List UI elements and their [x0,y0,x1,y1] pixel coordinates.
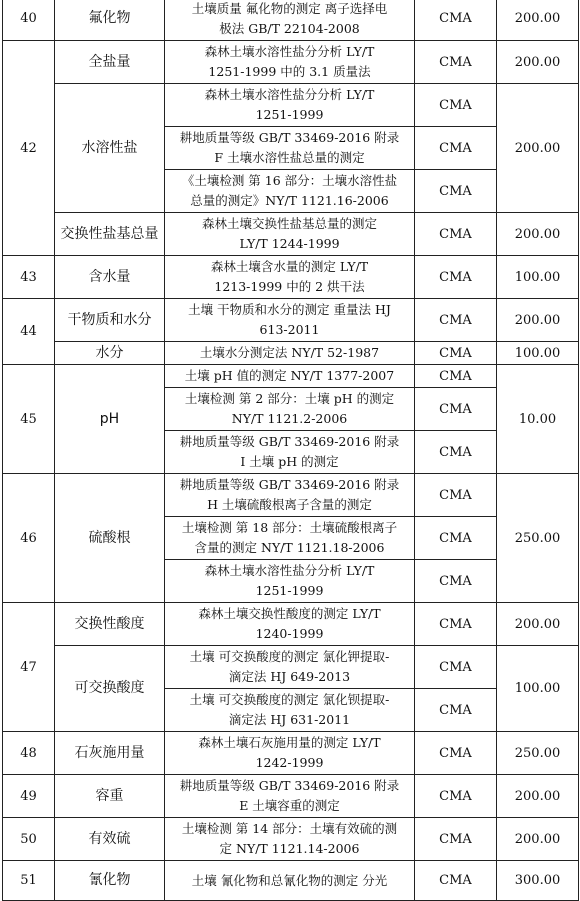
certification: CMA [415,775,497,818]
row-number: 42 [3,41,55,256]
certification: CMA [415,732,497,775]
certification: CMA [415,603,497,646]
test-item: 全盐量 [55,41,165,84]
test-item: 水溶性盐 [55,84,165,213]
certification: CMA [415,818,497,861]
certification: CMA [415,388,497,431]
certification: CMA [415,342,497,365]
price: 200.00 [497,41,579,84]
price: 200.00 [497,84,579,213]
test-standard: 森林土壤交换性酸度的测定 LY/T 1240-1999 [165,603,415,646]
row-number: 50 [3,818,55,861]
price-table [2,0,579,901]
test-standard: 森林土壤含水量的测定 LY/T 1213-1999 中的 2 烘干法 [165,256,415,299]
price: 200.00 [497,818,579,861]
price: 100.00 [497,256,579,299]
test-item: 含水量 [55,256,165,299]
price: 10.00 [497,365,579,474]
row-number: 49 [3,775,55,818]
certification: CMA [415,0,497,41]
test-item: 硫酸根 [55,474,165,603]
test-standard: 土壤质量 氟化物的测定 离子选择电 极法 GB/T 22104-2008 [165,0,415,41]
test-standard: 土壤检测 第 2 部分：土壤 pH 的测定 NY/T 1121.2-2006 [165,388,415,431]
test-standard: 土壤 氰化物和总氰化物的测定 分光 [165,861,415,901]
test-standard: 森林土壤水溶性盐分分析 LY/T 1251-1999 [165,560,415,603]
table-row [3,474,579,517]
row-number: 47 [3,603,55,732]
table-row [3,646,579,689]
price: 200.00 [497,299,579,342]
certification: CMA [415,170,497,213]
price: 100.00 [497,646,579,732]
table-row [3,41,579,84]
table-row [3,818,579,861]
test-item: 干物质和水分 [55,299,165,342]
test-item: 有效硫 [55,818,165,861]
certification: CMA [415,256,497,299]
test-standard: 耕地质量等级 GB/T 33469-2016 附录 F 土壤水溶性盐总量的测定 [165,127,415,170]
table-row [3,84,579,127]
price: 100.00 [497,342,579,365]
price: 250.00 [497,732,579,775]
row-number: 48 [3,732,55,775]
test-standard: 耕地质量等级 GB/T 33469-2016 附录 E 土壤容重的测定 [165,775,415,818]
row-number: 46 [3,474,55,603]
test-standard: 耕地质量等级 GB/T 33469-2016 附录 I 土壤 pH 的测定 [165,431,415,474]
test-item: 水分 [55,342,165,365]
table-row [3,0,579,41]
test-standard: 森林土壤水溶性盐分分析 LY/T 1251-1999 中的 3.1 质量法 [165,41,415,84]
test-item: 氟化物 [55,0,165,41]
test-standard: 土壤 干物质和水分的测定 重量法 HJ 613-2011 [165,299,415,342]
table-row [3,861,579,901]
certification: CMA [415,213,497,256]
table-row [3,256,579,299]
table-row [3,603,579,646]
table-row [3,365,579,388]
certification: CMA [415,560,497,603]
certification: CMA [415,127,497,170]
certification: CMA [415,365,497,388]
test-standard: 森林土壤水溶性盐分分析 LY/T 1251-1999 [165,84,415,127]
certification: CMA [415,517,497,560]
price: 300.00 [497,861,579,901]
test-item: 容重 [55,775,165,818]
test-item: pH [55,365,165,474]
test-item: 石灰施用量 [55,732,165,775]
certification: CMA [415,299,497,342]
test-standard: 森林土壤交换性盐基总量的测定 LY/T 1244-1999 [165,213,415,256]
table-row [3,342,579,365]
test-standard: 土壤 pH 值的测定 NY/T 1377-2007 [165,365,415,388]
price: 250.00 [497,474,579,603]
table-row [3,775,579,818]
row-number: 45 [3,365,55,474]
certification: CMA [415,84,497,127]
test-standard: 森林土壤石灰施用量的测定 LY/T 1242-1999 [165,732,415,775]
test-item: 交换性酸度 [55,603,165,646]
certification: CMA [415,474,497,517]
price: 200.00 [497,0,579,41]
row-number: 43 [3,256,55,299]
price: 200.00 [497,603,579,646]
test-standard: 《土壤检测 第 16 部分：土壤水溶性盐 总量的测定》NY/T 1121.16-2006 [165,170,415,213]
test-standard: 土壤 可交换酸度的测定 氯化钡提取- 滴定法 HJ 631-2011 [165,689,415,732]
table-row [3,213,579,256]
test-standard: 土壤水分测定法 NY/T 52-1987 [165,342,415,365]
test-item: 氰化物 [55,861,165,901]
certification: CMA [415,689,497,732]
row-number: 51 [3,861,55,901]
row-number: 40 [3,0,55,41]
certification: CMA [415,431,497,474]
test-item: 可交换酸度 [55,646,165,732]
test-standard: 土壤 可交换酸度的测定 氯化钾提取- 滴定法 HJ 649-2013 [165,646,415,689]
certification: CMA [415,41,497,84]
price: 200.00 [497,213,579,256]
table-row [3,299,579,342]
certification: CMA [415,646,497,689]
test-standard: 耕地质量等级 GB/T 33469-2016 附录 H 土壤硫酸根离子含量的测定 [165,474,415,517]
table-row [3,732,579,775]
price: 200.00 [497,775,579,818]
test-standard: 土壤检测 第 18 部分：土壤硫酸根离子 含量的测定 NY/T 1121.18-2006 [165,517,415,560]
test-standard: 土壤检测 第 14 部分：土壤有效硫的测 定 NY/T 1121.14-2006 [165,818,415,861]
certification: CMA [415,861,497,901]
test-item: 交换性盐基总量 [55,213,165,256]
row-number: 44 [3,299,55,365]
